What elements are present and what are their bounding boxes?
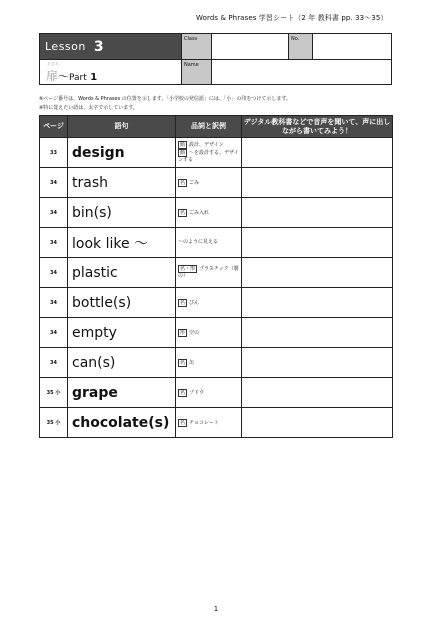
- note-page-numbers: ※ページ番号は、Words & Phrases の位置を示します。「小学校の発信語」には、「小」の印をつけて示します。: [39, 96, 292, 102]
- part-of-speech-badge: 名: [180, 419, 186, 426]
- row-meaning: [176, 408, 242, 438]
- row-practice-field[interactable]: [242, 378, 393, 408]
- part-of-speech-badge: 名: [180, 299, 186, 306]
- lesson-number: 3: [93, 38, 104, 55]
- row-meaning: [176, 138, 242, 168]
- part-of-speech-badge: 形: [180, 329, 186, 336]
- meaning-line: [178, 299, 241, 307]
- col-header-page: ページ: [40, 116, 68, 138]
- row-meaning: [176, 348, 242, 378]
- meaning-line: [178, 141, 241, 149]
- meaning-line: [178, 419, 241, 427]
- name-label: Name: [181, 59, 211, 84]
- row-page: 35 小: [40, 408, 68, 438]
- row-practice-field[interactable]: [242, 348, 393, 378]
- meaning-line: [178, 179, 241, 187]
- row-page: 34: [40, 348, 68, 378]
- table-row: [40, 198, 393, 228]
- meaning-text: ～のように見える: [178, 239, 219, 246]
- part-ruby: とびら: [47, 61, 59, 66]
- sheet-title: Words & Phrases 学習シート（2 年 教科書 pp. 33～35）: [196, 14, 388, 22]
- col-header-meaning: 品詞と訳例: [176, 116, 242, 138]
- note-bold-words: ※特に覚えたい語は、太字で示しています。: [39, 105, 138, 111]
- row-practice-field[interactable]: [242, 138, 393, 168]
- meaning-line: [178, 389, 241, 397]
- name-field[interactable]: [211, 59, 392, 84]
- row-practice-field[interactable]: [242, 288, 393, 318]
- meaning-text: ごみ入れ: [189, 209, 210, 216]
- row-meaning: [176, 258, 242, 288]
- row-word: can(s): [68, 348, 176, 378]
- row-meaning: [176, 228, 242, 258]
- header-block: [39, 33, 392, 85]
- row-word: grape: [68, 378, 176, 408]
- row-meaning: [176, 318, 242, 348]
- row-word: look like ～: [68, 228, 176, 258]
- table-row: [40, 378, 393, 408]
- meaning-text: プラスチック（製の）: [178, 266, 239, 280]
- row-word: bin(s): [68, 198, 176, 228]
- row-word: empty: [68, 318, 176, 348]
- meaning-text: びん: [189, 299, 200, 306]
- number-label: No.: [288, 34, 312, 59]
- col-header-word: 語句: [68, 116, 176, 138]
- row-meaning: [176, 288, 242, 318]
- row-practice-field[interactable]: [242, 318, 393, 348]
- row-page: 35 小: [40, 378, 68, 408]
- meaning-text: ～を設計する、デザインする: [178, 150, 239, 164]
- part-of-speech-badge: 動: [180, 142, 186, 149]
- meaning-line: [178, 239, 241, 245]
- table-row: [40, 408, 393, 438]
- part-title: [40, 59, 181, 84]
- row-practice-field[interactable]: [242, 228, 393, 258]
- meaning-line: [178, 359, 241, 367]
- row-word: chocolate(s): [68, 408, 176, 438]
- row-page: 33: [40, 138, 68, 168]
- part-of-speech-badge: 名: [180, 359, 186, 366]
- part-of-speech-badge: 動: [180, 150, 186, 157]
- meaning-text: 空の: [189, 329, 200, 336]
- lesson-banner: [40, 34, 181, 59]
- row-page: 34: [40, 228, 68, 258]
- meaning-line: [178, 209, 241, 217]
- meaning-text: ごみ: [189, 179, 200, 186]
- row-meaning: [176, 378, 242, 408]
- table-row: [40, 258, 393, 288]
- meaning-line: [178, 149, 241, 163]
- table-row: [40, 288, 393, 318]
- part-of-speech-badge: 名: [180, 179, 186, 186]
- lesson-label: Lesson: [45, 40, 86, 53]
- table-row: [40, 168, 393, 198]
- row-page: 34: [40, 288, 68, 318]
- part-kanji: 扉: [46, 69, 59, 83]
- row-word: plastic: [68, 258, 176, 288]
- table-row: [40, 138, 393, 168]
- col-header-practice: デジタル教科書などで音声を聞いて、声に出しながら書いてみよう！: [242, 116, 393, 138]
- table-body: [40, 138, 393, 438]
- part-tilde: ～: [58, 70, 70, 83]
- table-header-row: [40, 116, 393, 138]
- part-of-speech-badge: 名・形: [180, 266, 196, 273]
- part-number: 1: [90, 72, 98, 83]
- meaning-text: 設計、デザイン: [189, 142, 224, 149]
- meaning-text: チョコレート: [189, 419, 219, 426]
- row-page: 34: [40, 168, 68, 198]
- class-field[interactable]: [211, 34, 288, 59]
- row-page: 34: [40, 198, 68, 228]
- table-row: [40, 348, 393, 378]
- meaning-line: [178, 329, 241, 337]
- row-meaning: [176, 168, 242, 198]
- row-practice-field[interactable]: [242, 408, 393, 438]
- row-word: bottle(s): [68, 288, 176, 318]
- meaning-text: ブドウ: [189, 389, 205, 396]
- table-row: [40, 228, 393, 258]
- meaning-line: [178, 265, 241, 279]
- words-table: [39, 115, 393, 438]
- part-of-speech-badge: 名: [180, 209, 186, 216]
- row-practice-field[interactable]: [242, 168, 393, 198]
- row-meaning: [176, 198, 242, 228]
- row-page: 34: [40, 258, 68, 288]
- number-field[interactable]: [312, 34, 392, 59]
- page-number: 1: [213, 605, 219, 613]
- row-word: trash: [68, 168, 176, 198]
- row-page: 34: [40, 318, 68, 348]
- row-practice-field[interactable]: [242, 198, 393, 228]
- row-practice-field[interactable]: [242, 258, 393, 288]
- class-label: Class: [181, 34, 211, 59]
- part-of-speech-badge: 名: [180, 389, 186, 396]
- table-row: [40, 318, 393, 348]
- meaning-text: 缶: [189, 359, 195, 366]
- part-label: Part: [69, 73, 87, 83]
- row-word: design: [68, 138, 176, 168]
